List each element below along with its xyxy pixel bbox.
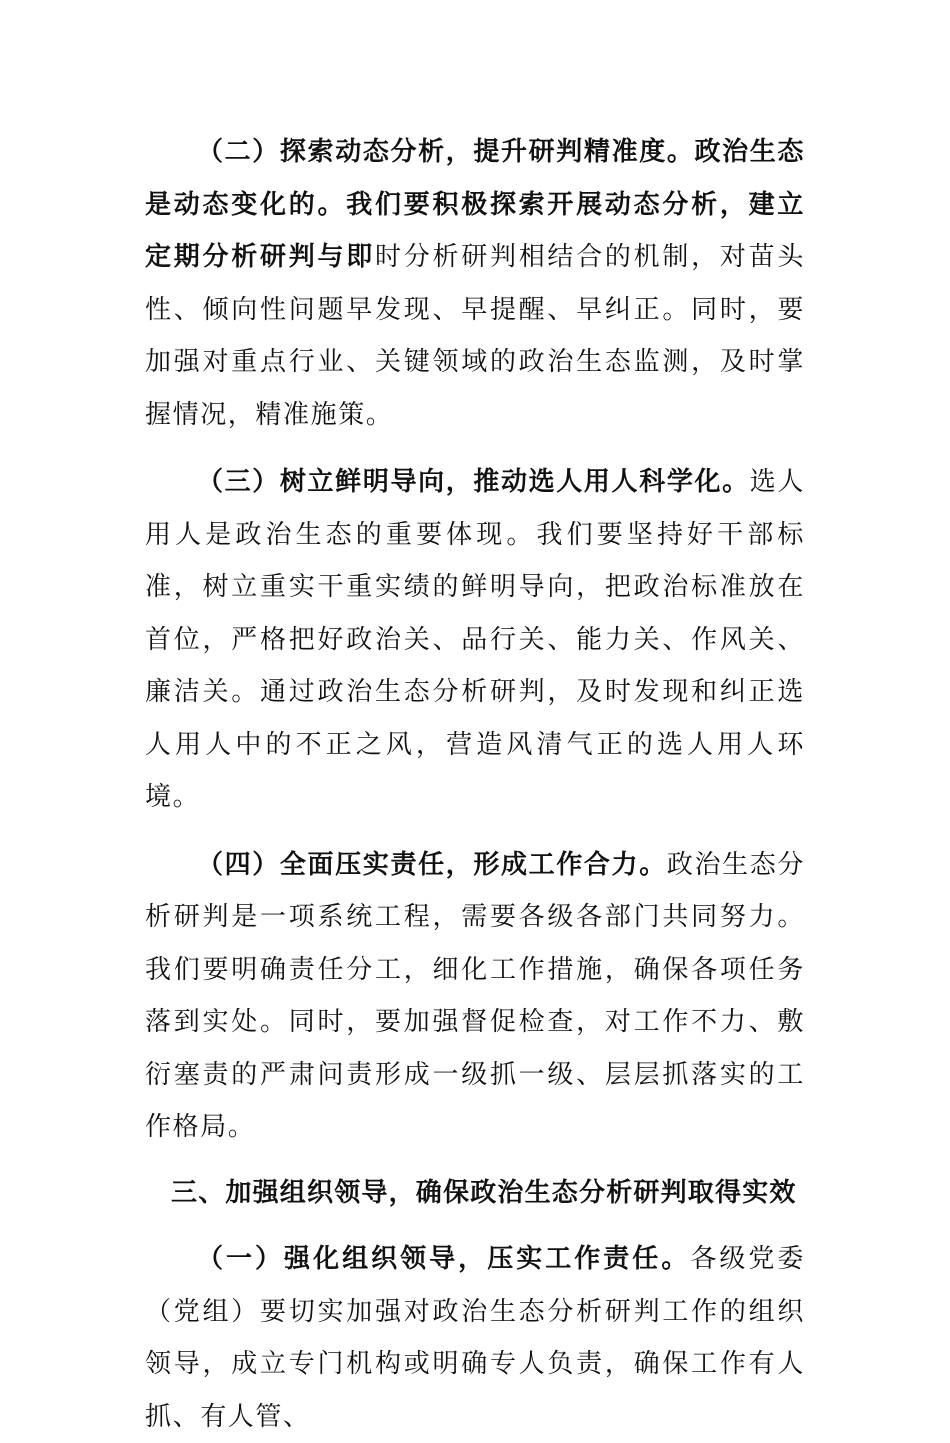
paragraph-text: 各级党委（党组）要切实加强对政治生态分析研判工作的组织领导，成立专门机构或明确专人负责，确保工作有人抓、有人管、	[145, 1244, 806, 1432]
paragraph-lead: （二）探索动态分析，提升研判精准度。政治生态是动态变化的。我们要积极探索开展动态分析，建立定期分析研判与即	[145, 137, 805, 272]
paragraph-lead: （三）树立鲜明导向，推动选人用人科学化。	[197, 467, 750, 497]
paragraph-lead: （一）强化组织领导，压实工作责任。	[197, 1244, 691, 1274]
paragraph-responsibility	[145, 839, 805, 1154]
section-heading: 三、加强组织领导，确保政治生态分析研判取得实效	[171, 1177, 797, 1208]
document-body	[145, 126, 805, 1443]
paragraph-text: 选人用人是政治生态的重要体现。我们要坚持好干部标准，树立重实干重实绩的鲜明导向，把政治标准放在首位，严格把好政治关、品行关、能力关、作风关、廉洁关。通过政治生态分析研判，及时发现和纠正选人用人中的不正之风，营造风清气正的选人用人环境。	[145, 467, 805, 812]
paragraph-dynamic-analysis	[145, 126, 805, 441]
paragraph-text: 时分析研判相结合的机制，对苗头性、倾向性问题早发现、早提醒、早纠正。同时，要加强对重点行业、关键领域的政治生态监测，及时掌握情况，精准施策。	[145, 242, 805, 430]
paragraph-personnel-selection	[145, 456, 805, 824]
paragraph-text: 政治生态分析研判是一项系统工程，需要各级各部门共同努力。我们要明确责任分工，细化工作措施，确保各项任务落到实处。同时，要加强督促检查，对工作不力、敷衍塞责的严肃问责形成一级抓一级、层层抓落实的工作格局。	[145, 849, 805, 1142]
paragraph-organizational-leadership	[145, 1233, 805, 1443]
paragraph-lead: （四）全面压实责任，形成工作合力。	[197, 849, 667, 880]
